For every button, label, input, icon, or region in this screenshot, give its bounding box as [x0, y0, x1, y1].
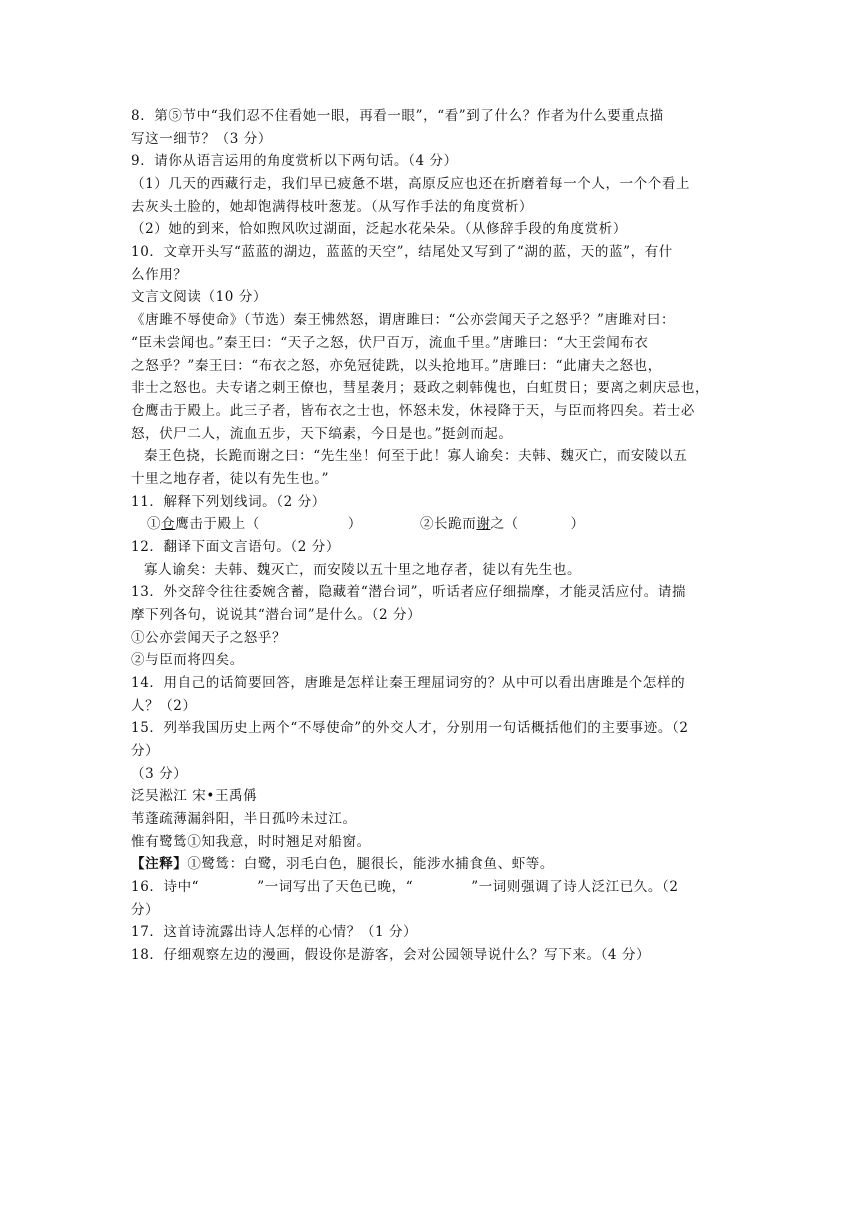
q11-item-2-rest: 之（ [490, 516, 519, 532]
q12-prompt: 12．翻译下面文言语句。（2 分） [131, 539, 341, 555]
classical-p1-line-3: 之怒乎？”秦王曰：“布衣之怒，亦免冠徒跣，以头抢地耳。”唐雎曰：“此庸夫之怒也， [131, 358, 662, 374]
q16-line-1 [131, 877, 679, 897]
q9-sentence-1-line-1: （1）几天的西藏行走，我们早已疲惫不堪，高原反应也还在折磨着每一个人，一个个看上 [131, 176, 691, 192]
q10-line-1: 10．文章开头写“蓝蓝的湖边，蓝蓝的天空”，结尾处又写到了“湖的蓝，天的蓝”，有什 [131, 244, 673, 260]
classical-heading: 文言文阅读（10 分） [131, 289, 268, 305]
q11-items [147, 514, 585, 534]
q11-item-2-close: ） [570, 516, 585, 532]
q16-part-1: 16．诗中“ [131, 879, 200, 895]
q8-line-2: 写这一细节？（3 分） [131, 131, 272, 147]
poem-note-label: 【注释】 [131, 856, 188, 872]
q9-prompt: 9．请你从语言运用的角度赏析以下两句话。（4 分） [131, 153, 458, 169]
poem-score: （3 分） [131, 766, 188, 782]
q12-sentence: 寡人谕矣：夫韩、魏灭亡，而安陵以五十里之地存者，徒以有先生也。 [144, 562, 582, 578]
q16-part-2: ”一词写出了天色已晚，“ [257, 879, 414, 895]
poem-line-1: 苇蓬疏薄漏斜阳，半日孤吟未过江。 [131, 811, 357, 827]
q13-item-2: ②与臣而将四矣。 [131, 652, 244, 668]
classical-p1-line-6: 怒，伏尸二人，流血五步，天下缟素，今日是也。”挺剑而起。 [131, 426, 513, 442]
q10-line-2: 么作用？ [131, 267, 188, 283]
q11-item-1-rest: 鹰击于殿上（ [175, 516, 260, 532]
q14-line-1: 14．用自己的话简要回答，唐雎是怎样让秦王理屈词穷的？从中可以看出唐雎是个怎样的 [131, 675, 686, 691]
q17-prompt: 17．这首诗流露出诗人怎样的心情？（1 分） [131, 924, 418, 940]
classical-p1-line-2: “臣未尝闻也。”秦王曰：“天子之怒，伏尸百万，流血千里。”唐雎曰：“大王尝闻布衣 [131, 335, 649, 351]
q14-line-2: 人？（2） [131, 698, 197, 714]
q9-sentence-2: （2）她的到来，恰如煦风吹过湖面，泛起水花朵朵。（从修辞手段的角度赏析） [131, 221, 627, 237]
q11-prompt: 11．解释下列划线词。（2 分） [131, 494, 326, 510]
q15-line-1: 15．列举我国历史上两个“不辱使命”的外交人才，分别用一句话概括他们的主要事迹。（2 [131, 720, 689, 736]
poem-line-2: 惟有鹭鸶①知我意，时时翘足对船窗。 [131, 834, 371, 850]
poem-note-text: ①鹭鸶：白鹭，羽毛白色，腿很长，能涉水捕食鱼、虾等。 [187, 856, 555, 872]
q11-item-2-prefix: ②长跪而 [419, 516, 477, 532]
q15-line-2: 分） [131, 743, 160, 759]
classical-p1-line-5: 仓鹰击于殿上。此三子者，皆布衣之士也，怀怒未发，休祲降于天，与臣而将四矣。若士必 [131, 403, 695, 419]
q9-sentence-1-line-2: 去灰头土脸的，她却饱满得枝叶葱茏。（从写作手法的角度赏析） [131, 199, 534, 215]
q18-prompt: 18．仔细观察左边的漫画，假设你是游客，会对公园领导说什么？写下来。（4 分） [131, 947, 651, 963]
q13-line-1: 13．外交辞令往往委婉含蓄，隐藏着“潜台词”，听话者应仔细揣摩，才能灵活应付。请揣 [131, 584, 687, 600]
q11-item-2-underlined-word: 谢 [476, 516, 491, 532]
classical-p1-line-4: 非士之怒也。夫专诸之刺王僚也，彗星袭月；聂政之刺韩傀也，白虹贯日；要离之刺庆忌也， [131, 380, 710, 396]
q16-part-3: ”一词则强调了诗人泛江已久。（2 [471, 879, 679, 895]
q13-line-2: 摩下列各句，说说其“潜台词”是什么。（2 分） [131, 607, 422, 623]
poem-title: 泛吴淞江 宋•王禹偁 [131, 788, 258, 804]
q13-item-1: ①公亦尝闻天子之怒乎？ [131, 630, 287, 646]
q8-line-1: 8．第⑤节中“我们忍不住看她一眼，再看一眼”，“看”到了什么？作者为什么要重点描 [131, 108, 664, 124]
q11-item-1-underlined-word: 仓 [161, 516, 176, 532]
classical-p2-line-1: 秦王色挠，长跪而谢之曰：“先生坐！何至于此！寡人谕矣：夫韩、魏灭亡，而安陵以五 [144, 448, 688, 464]
q11-item-1-prefix: ① [147, 516, 162, 532]
poem-note [131, 854, 554, 874]
q16-line-2: 分） [131, 902, 160, 918]
classical-p2-line-2: 十里之地存者，徒以有先生也。” [131, 471, 330, 487]
classical-p1-line-1: 《唐雎不辱使命》（节选）秦王怫然怒，谓唐雎曰：“公亦尝闻天子之怒乎？”唐雎对曰： [131, 312, 676, 328]
q11-item-1-close: ） [347, 516, 362, 532]
